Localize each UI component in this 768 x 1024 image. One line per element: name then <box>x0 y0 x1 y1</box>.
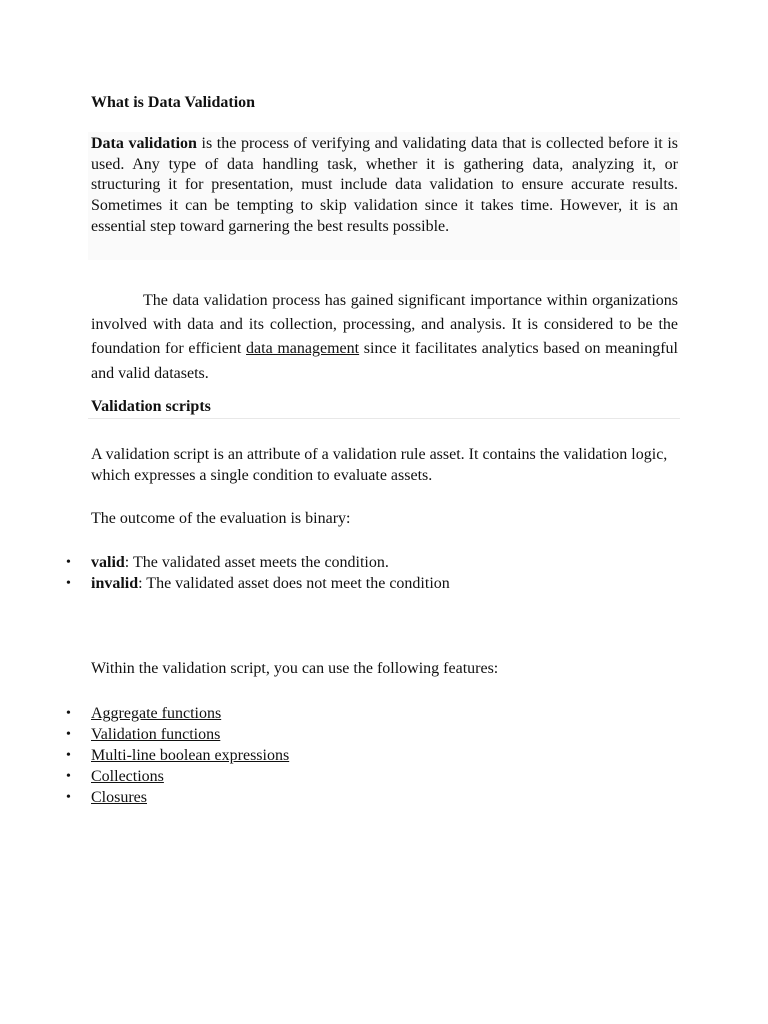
feature-link-collections[interactable]: Collections <box>91 768 164 785</box>
list-item <box>0 766 289 787</box>
features-list <box>0 703 289 808</box>
intro-paragraph <box>91 134 678 238</box>
feature-link-aggregate-functions[interactable]: Aggregate functions <box>91 705 222 722</box>
script-description: A validation script is an attribute of a validation rule asset. It contains the validation logic, which expresses a single condition to evaluate assets. <box>91 446 668 484</box>
intro-text: is the process of verifying and validating data that is collected before it is used. Any type of data handling task, whether it is gathering data, analyzing it, or structuring it for presentation, must include data validation to ensure accurate results. Sometimes it can be tempting to skip validation since it takes time. However, it is an essential step toward garnering the best results possible. <box>91 135 678 235</box>
feature-link-closures[interactable]: Closures <box>91 789 147 806</box>
list-item <box>0 552 450 573</box>
list-item <box>0 573 450 594</box>
feature-link-validation-functions[interactable]: Validation functions <box>91 726 221 743</box>
outcome-list <box>0 552 450 594</box>
outcome-text: : The validated asset does not meet the condition <box>138 575 450 592</box>
list-item <box>0 724 289 745</box>
outcome-term: invalid <box>91 575 139 592</box>
outcome-intro: The outcome of the evaluation is binary: <box>91 510 351 527</box>
importance-text-before: The data validation process has gained significant importance within organizations involved with data and its collection, processing, and analysis. It is considered to be the foundation for efficient <box>91 292 678 358</box>
section-heading: Validation scripts <box>91 398 211 415</box>
data-management-link[interactable]: data management <box>246 340 360 358</box>
outcome-term: valid <box>91 554 125 571</box>
page-title: What is Data Validation <box>91 94 256 111</box>
bullet-icon: • <box>66 576 71 591</box>
bullet-icon: • <box>66 727 71 742</box>
list-item <box>0 745 289 766</box>
feature-link-multi-line-boolean-expressions[interactable]: Multi-line boolean expressions <box>91 747 290 764</box>
features-intro: Within the validation script, you can use the following features: <box>91 660 499 677</box>
importance-text-after: since it facilitates analytics based on meaningful and valid datasets. <box>91 340 678 382</box>
bullet-icon: • <box>66 706 71 721</box>
outcome-text: : The validated asset meets the condition. <box>124 554 389 571</box>
section-divider <box>88 418 680 419</box>
bullet-icon: • <box>66 790 71 805</box>
intro-term: Data validation <box>91 135 197 152</box>
list-item <box>0 703 289 724</box>
importance-paragraph <box>91 289 678 386</box>
bullet-icon: • <box>66 555 71 570</box>
bullet-icon: • <box>66 769 71 784</box>
list-item <box>0 787 289 808</box>
bullet-icon: • <box>66 748 71 763</box>
